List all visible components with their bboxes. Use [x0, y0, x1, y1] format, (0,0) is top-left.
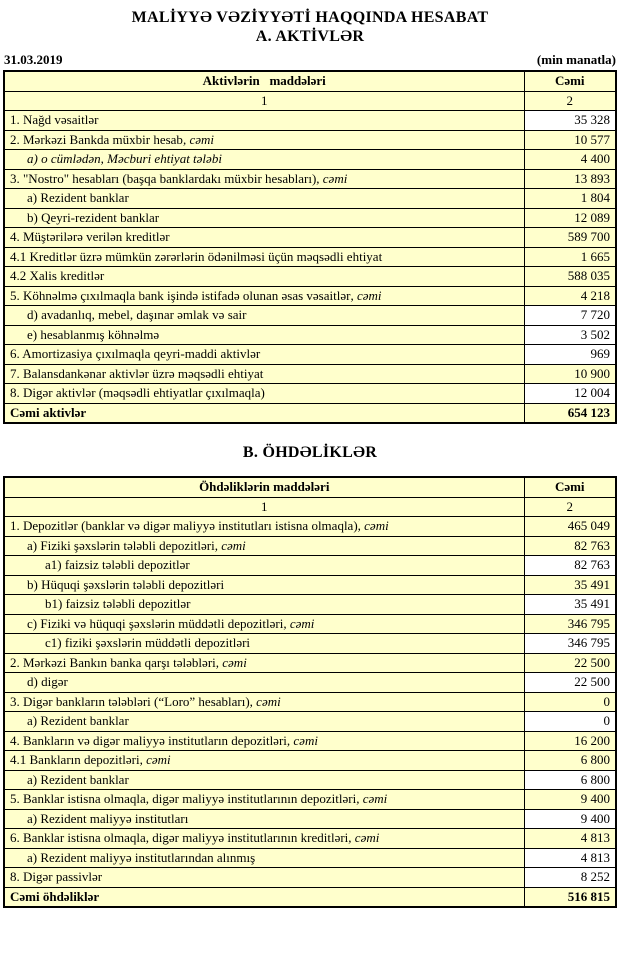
report-date: 31.03.2019 [4, 52, 63, 67]
table-row [4, 751, 616, 771]
assets-col2-header: Cəmi [524, 71, 616, 91]
row-value: 9 400 [524, 809, 616, 829]
row-value: 7 720 [524, 306, 616, 326]
row-value: 3 502 [524, 325, 616, 345]
row-label: d) digər [4, 673, 524, 693]
row-value: 82 763 [524, 556, 616, 576]
row-label: 2. Mərkəzi Bankda müxbir hesab, cəmi [4, 130, 524, 150]
table-row [4, 325, 616, 345]
row-value: 1 665 [524, 247, 616, 267]
row-label: e) hesablanmış köhnəlmə [4, 325, 524, 345]
row-label: 5. Banklar istisna olmaqla, digər maliyyə institutlarının depozitləri, cəmi [4, 790, 524, 810]
row-label: a) Fiziki şəxslərin tələbli depozitləri, cəmi [4, 536, 524, 556]
row-label: 8. Digər passivlər [4, 868, 524, 888]
row-value: 8 252 [524, 868, 616, 888]
assets-col1-num: 1 [4, 91, 524, 111]
row-value: 0 [524, 712, 616, 732]
row-label: 1. Nağd vəsaitlər [4, 111, 524, 131]
assets-col1-header: Aktivlərin maddələri [4, 71, 524, 91]
row-label: 4.1 Kreditlər üzrə mümkün zərərlərin ödənilməsi üçün məqsədli ehtiyat [4, 247, 524, 267]
row-label: c1) fiziki şəxslərin müddətli depozitləri [4, 634, 524, 654]
row-label: a) Rezident maliyyə institutlarından alınmış [4, 848, 524, 868]
report-title [3, 8, 617, 46]
assets-col2-num: 2 [524, 91, 616, 111]
table-row [4, 150, 616, 170]
table-row [4, 712, 616, 732]
row-label: 4.2 Xalis kreditlər [4, 267, 524, 287]
table-row [4, 770, 616, 790]
row-value: 4 813 [524, 829, 616, 849]
row-value: 13 893 [524, 169, 616, 189]
row-value: 10 900 [524, 364, 616, 384]
row-label: a) Rezident maliyyə institutları [4, 809, 524, 829]
row-label: 2. Mərkəzi Bankın banka qarşı tələbləri, cəmi [4, 653, 524, 673]
row-label: b) Hüquqi şəxslərin tələbli depozitləri [4, 575, 524, 595]
table-row [4, 692, 616, 712]
row-value: 22 500 [524, 653, 616, 673]
table-row [4, 614, 616, 634]
row-label: 6. Banklar istisna olmaqla, digər maliyyə institutlarının kreditləri, cəmi [4, 829, 524, 849]
table-row [4, 169, 616, 189]
assets-table [3, 70, 617, 424]
row-value: 16 200 [524, 731, 616, 751]
liabilities-header-row [4, 477, 616, 497]
row-value: 4 400 [524, 150, 616, 170]
total-row [4, 887, 616, 907]
row-value: 1 804 [524, 189, 616, 209]
row-label: a) Rezident banklar [4, 712, 524, 732]
table-row [4, 111, 616, 131]
row-value: 12 004 [524, 384, 616, 404]
table-row [4, 848, 616, 868]
table-row [4, 868, 616, 888]
table-row [4, 790, 616, 810]
row-value: 589 700 [524, 228, 616, 248]
table-row [4, 345, 616, 365]
row-value: 10 577 [524, 130, 616, 150]
row-value: 6 800 [524, 770, 616, 790]
row-label: d) avadanlıq, mebel, daşınar əmlak və sair [4, 306, 524, 326]
row-value: 4 218 [524, 286, 616, 306]
liabilities-colnum-row [4, 497, 616, 517]
row-label: b1) faizsiz tələbli depozitlər [4, 595, 524, 615]
row-label: Cəmi öhdəliklər [4, 887, 524, 907]
row-value: 82 763 [524, 536, 616, 556]
table-row [4, 575, 616, 595]
row-value: 35 491 [524, 595, 616, 615]
row-label: 3. "Nostro" hesabları (başqa banklardakı müxbir hesabları), cəmi [4, 169, 524, 189]
total-row [4, 403, 616, 423]
table-row [4, 130, 616, 150]
row-label: 4.1 Bankların depozitləri, cəmi [4, 751, 524, 771]
row-value: 4 813 [524, 848, 616, 868]
table-row [4, 267, 616, 287]
assets-header-row [4, 71, 616, 91]
liabilities-table [3, 476, 617, 908]
row-label: a) o cümlədən, Məcburi ehtiyat tələbi [4, 150, 524, 170]
table-row [4, 384, 616, 404]
row-label: 6. Amortizasiya çıxılmaqla qeyri-maddi aktivlər [4, 345, 524, 365]
liabilities-col2-header: Cəmi [524, 477, 616, 497]
table-row [4, 809, 616, 829]
table-row [4, 286, 616, 306]
section-b-title: B. ÖHDƏLİKLƏR [242, 444, 378, 461]
table-row [4, 731, 616, 751]
table-row [4, 673, 616, 693]
table-row [4, 536, 616, 556]
row-value: 588 035 [524, 267, 616, 287]
table-row [4, 634, 616, 654]
assets-colnum-row [4, 91, 616, 111]
row-value: 969 [524, 345, 616, 365]
row-label: 4. Müştərilərə verilən kreditlər [4, 228, 524, 248]
row-label: 1. Depozitlər (banklar və digər maliyyə institutları istisna olmaqla), cəmi [4, 517, 524, 537]
row-value: 12 089 [524, 208, 616, 228]
liabilities-col1-header: Öhdəliklərin maddələri [4, 477, 524, 497]
table-row [4, 653, 616, 673]
row-label: a1) faizsiz tələbli depozitlər [4, 556, 524, 576]
row-value: 9 400 [524, 790, 616, 810]
row-label: b) Qeyri-rezident banklar [4, 208, 524, 228]
liabilities-col1-num: 1 [4, 497, 524, 517]
table-row [4, 517, 616, 537]
row-label: 5. Köhnəlmə çıxılmaqla bank işində istifadə olunan əsas vəsaitlər, cəmi [4, 286, 524, 306]
row-label: a) Rezident banklar [4, 770, 524, 790]
table-row [4, 364, 616, 384]
row-value: 35 328 [524, 111, 616, 131]
report-title-line2: A. AKTİVLƏR [255, 28, 365, 45]
row-label: 3. Digər bankların tələbləri (“Loro” hesabları), cəmi [4, 692, 524, 712]
row-value: 465 049 [524, 517, 616, 537]
row-label: c) Fiziki və hüquqi şəxslərin müddətli depozitləri, cəmi [4, 614, 524, 634]
table-row [4, 189, 616, 209]
table-row [4, 829, 616, 849]
row-label: a) Rezident banklar [4, 189, 524, 209]
table-row [4, 228, 616, 248]
row-label: Cəmi aktivlər [4, 403, 524, 423]
row-value: 654 123 [524, 403, 616, 423]
meta-row [4, 52, 616, 68]
row-value: 346 795 [524, 634, 616, 654]
row-value: 0 [524, 692, 616, 712]
liabilities-col2-num: 2 [524, 497, 616, 517]
row-value: 346 795 [524, 614, 616, 634]
table-row [4, 306, 616, 326]
row-value: 35 491 [524, 575, 616, 595]
table-row [4, 595, 616, 615]
table-row [4, 208, 616, 228]
row-value: 6 800 [524, 751, 616, 771]
row-label: 7. Balansdankənar aktivlər üzrə məqsədli ehtiyat [4, 364, 524, 384]
table-row [4, 247, 616, 267]
row-label: 8. Digər aktivlər (məqsədli ehtiyatlar çıxılmaqla) [4, 384, 524, 404]
unit-note: (min manatla) [536, 52, 616, 67]
report-title-line1: MALİYYƏ VƏZİYYƏTİ HAQQINDA HESABAT [131, 9, 489, 26]
table-row [4, 556, 616, 576]
row-value: 22 500 [524, 673, 616, 693]
row-label: 4. Bankların və digər maliyyə institutların depozitləri, cəmi [4, 731, 524, 751]
row-value: 516 815 [524, 887, 616, 907]
